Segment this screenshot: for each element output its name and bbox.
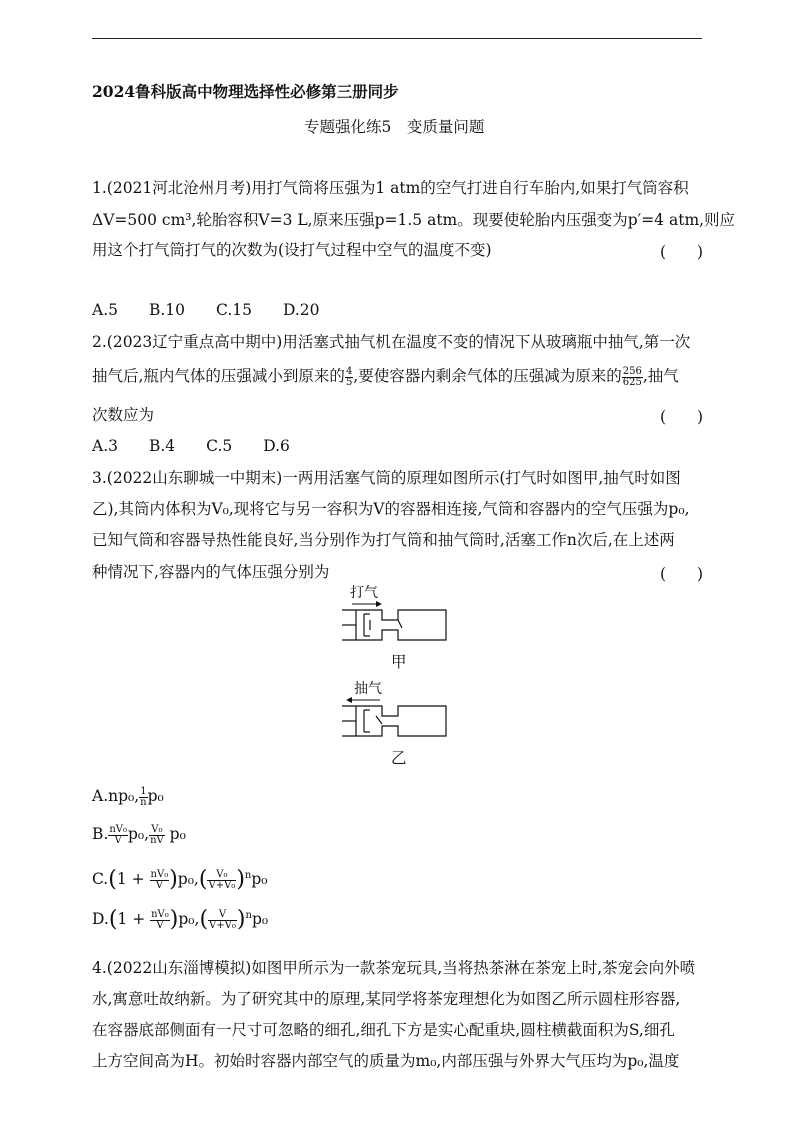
fig2-label: 抽气 bbox=[354, 681, 382, 697]
q2-line2-b: ,要使容器内剩余气体的压强减为原来的 bbox=[353, 367, 622, 385]
q2-line3: 次数应为 bbox=[92, 406, 155, 424]
q3-line1: 3.(2022山东聊城一中期末)一两用活塞气筒的原理如图所示(打气时如图甲,抽气时如图 bbox=[92, 469, 681, 487]
q4-line3: 在容器底部侧面有一尺寸可忽略的细孔,细孔下方是实心配重块,圆柱横截面积为S,细孔 bbox=[92, 1021, 675, 1039]
q3-optC-fraction2: $\frac{\text{V₀}}{\text{V+V₀}}$ bbox=[208, 868, 236, 891]
q3-option-c: C.(1 + $\frac{\text{nV₀}}{V}$ )p₀,( $\frac{\text{V₀}}{\text{V+V₀}}$ )$^n$p₀ bbox=[92, 867, 268, 893]
fig1-label: 打气 bbox=[350, 585, 378, 601]
q2-fraction-256-625: $\frac{256}{625}$ bbox=[622, 365, 642, 388]
q2-answer-blank: ( ) bbox=[660, 408, 704, 426]
q2-line2 bbox=[92, 366, 679, 388]
series-title: 2024鲁科版高中物理选择性必修第三册同步 bbox=[92, 82, 399, 101]
q4-line4: 上方空间高为H。初始时容器内部空气的质量为m₀,内部压强与外界大气压均为p₀,温度 bbox=[92, 1052, 680, 1070]
q3-answer-blank: ( ) bbox=[660, 565, 704, 583]
pump-diagram-deflate bbox=[340, 694, 452, 742]
q1-line3: 用这个打气筒打气的次数为(设打气过程中空气的温度不变) bbox=[92, 241, 492, 259]
q3-option-a: A.np₀, $\frac{1}{n}$ p₀ bbox=[92, 785, 164, 808]
q2-line2-a: 抽气后,瓶内气体的压强减小到原来的 bbox=[92, 367, 345, 385]
q2-line1: 2.(2023辽宁重点高中期中)用活塞式抽气机在温度不变的情况下从玻璃瓶中抽气,第一次 bbox=[92, 333, 691, 351]
q3-optC-fraction1: $\frac{\text{nV₀}}{V}$ bbox=[150, 868, 169, 891]
fig1-caption: 甲 bbox=[391, 653, 407, 671]
q3-line2: 乙),其筒内体积为V₀,现将它与另一容积为V的容器相连接,气筒和容器内的空气压强为p₀, bbox=[92, 500, 690, 518]
q3-option-d: D.(1 + $\frac{\text{nV₀}}{V}$ )p₀,( $\frac{V}{\text{V+V₀}}$ )$^n$p₀ bbox=[92, 907, 269, 933]
q3-optB-fraction2: $\frac{\text{V₀}}{nV}$ bbox=[150, 823, 164, 846]
q4-line1: 4.(2022山东淄博模拟)如图甲所示为一款茶宠玩具,当将热茶淋在茶宠上时,茶宠会向外喷 bbox=[92, 959, 696, 977]
q2-line2-c: ,抽气 bbox=[642, 367, 679, 385]
exercise-title: 专题强化练5 变质量问题 bbox=[304, 118, 485, 136]
q2-fraction-4-5: $\frac{4}{5}$ bbox=[345, 365, 353, 388]
q1-line2: ΔV=500 cm³,轮胎容积V=3 L,原来压强p=1.5 atm。现要使轮胎内压强变为p′=4 atm,则应 bbox=[92, 211, 736, 229]
q4-line2: 水,寓意吐故纳新。为了研究其中的原理,某同学将茶宠理想化为如图乙所示圆柱形容器, bbox=[92, 990, 681, 1008]
q3-line3: 已知气筒和容器导热性能良好,当分别作为打气筒和抽气筒时,活塞工作n次后,在上述两 bbox=[92, 531, 675, 549]
q2-options: A.3 B.4 C.5 D.6 bbox=[92, 437, 290, 455]
q1-line1: 1.(2021河北沧州月考)用打气筒将压强为1 atm的空气打进自行车胎内,如果打气筒容积 bbox=[92, 179, 689, 197]
q3-optD-fraction1: $\frac{\text{nV₀}}{V}$ bbox=[151, 908, 169, 931]
q3-optB-fraction1: $\frac{\text{nV₀}}{V}$ bbox=[109, 823, 127, 846]
pump-diagram-inflate bbox=[340, 598, 452, 646]
q3-optD-fraction2: $\frac{V}{\text{V+V₀}}$ bbox=[209, 908, 236, 931]
q3-line4: 种情况下,容器内的气体压强分别为 bbox=[92, 563, 330, 581]
fig2-caption: 乙 bbox=[391, 749, 407, 767]
q1-options: A.5 B.10 C.15 D.20 bbox=[92, 301, 320, 319]
q1-answer-blank: ( ) bbox=[660, 243, 704, 261]
q3-option-b: B. $\frac{\text{nV₀}}{V}$ p₀, $\frac{\text{V₀}}{nV}$ p₀ bbox=[92, 823, 186, 846]
q3-optA-fraction: $\frac{1}{n}$ bbox=[140, 785, 147, 808]
top-rule bbox=[92, 38, 702, 39]
